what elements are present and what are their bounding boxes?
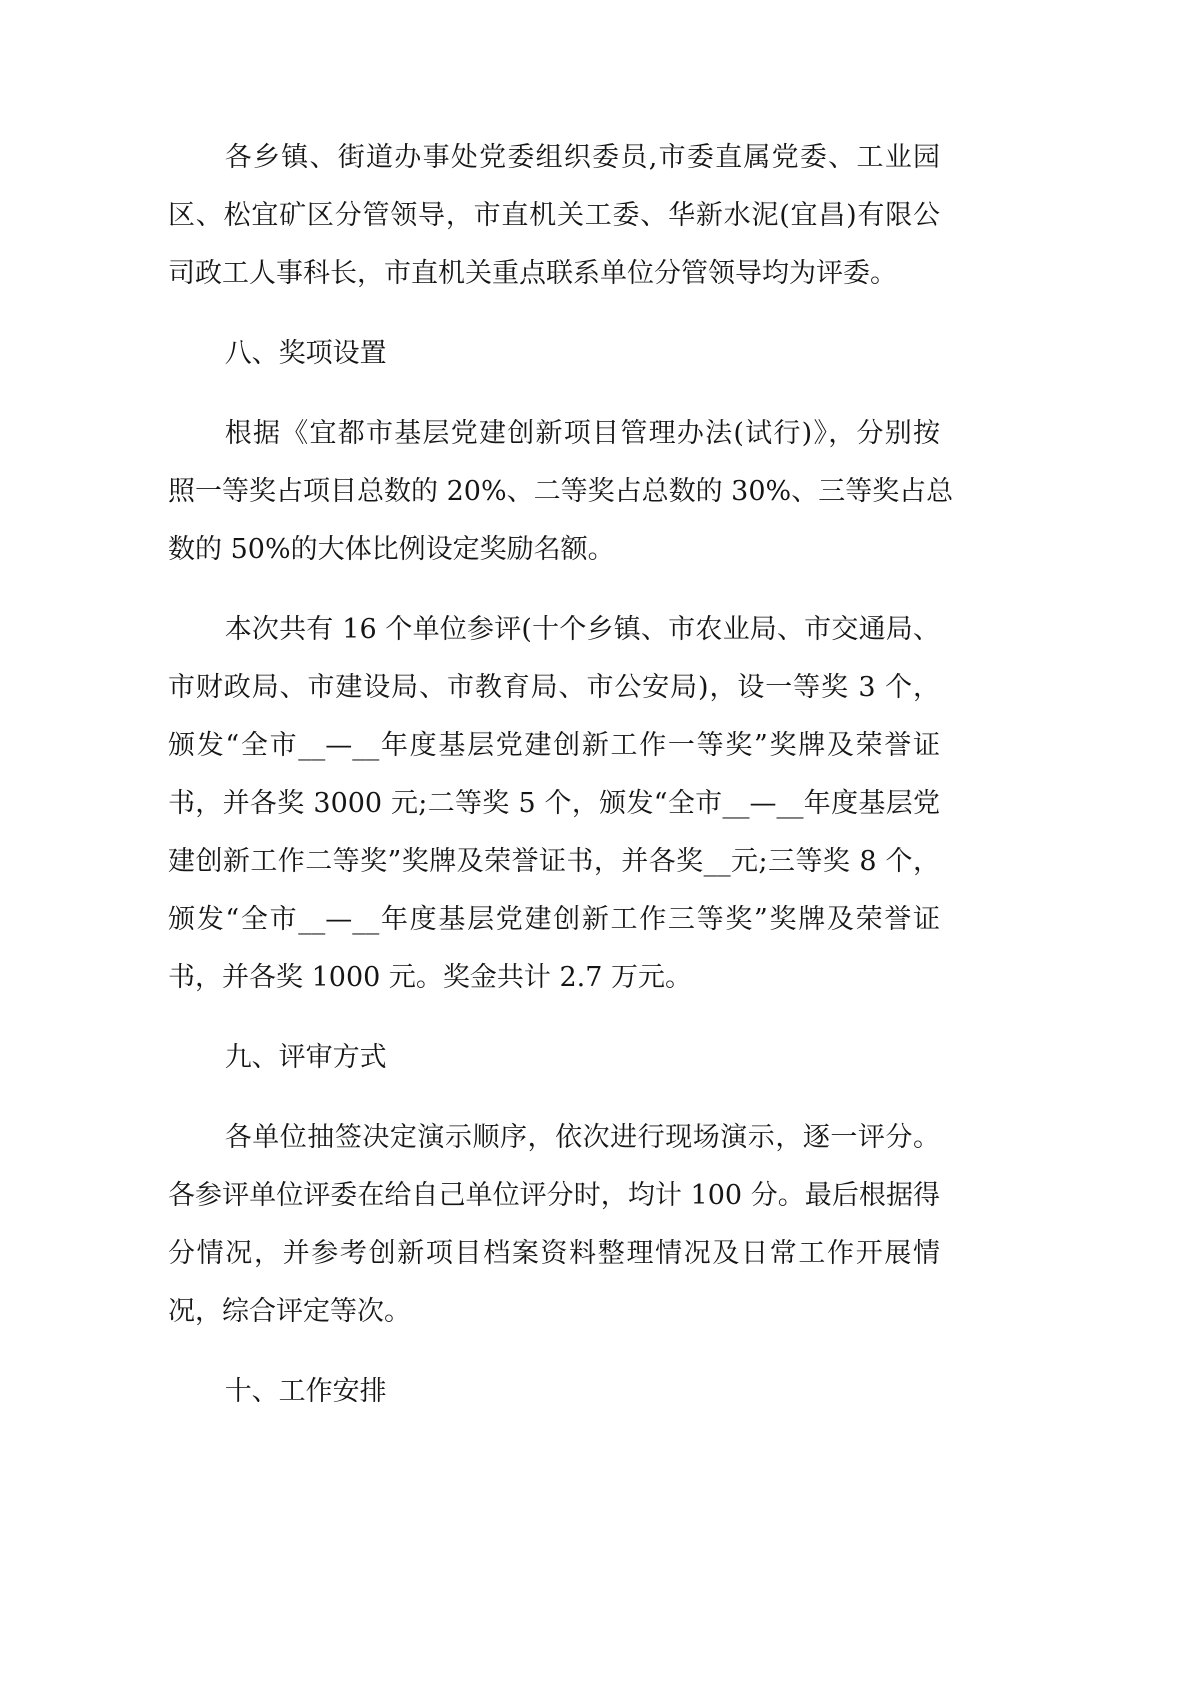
section-heading: 八、奖项设置 (224, 338, 387, 369)
text-line: 区、松宜矿区分管领导，市直机关工委、华新水泥(宜昌)有限公 (168, 200, 940, 231)
text-line: 照一等奖占项目总数的 20%、二等奖占总数的 30%、三等奖占总 (168, 476, 954, 507)
text-line: 颁发“全市__—__年度基层党建创新工作一等奖”奖牌及荣誉证 (168, 730, 940, 761)
section-heading-awards (168, 325, 940, 383)
paragraph-award-details (168, 601, 940, 1007)
text-line: 各参评单位评委在给自己单位评分时，均计 100 分。最后根据得 (168, 1180, 940, 1211)
text-line: 颁发“全市__—__年度基层党建创新工作三等奖”奖牌及荣誉证 (168, 904, 940, 935)
paragraph-review-method (168, 1109, 940, 1341)
paragraph-award-ratio (168, 405, 954, 579)
text-line: 根据《宜都市基层党建创新项目管理办法(试行)》，分别按 (224, 418, 940, 449)
text-line: 分情况，并参考创新项目档案资料整理情况及日常工作开展情 (168, 1238, 940, 1269)
section-heading-work-arrangement (168, 1363, 940, 1421)
text-line: 各单位抽签决定演示顺序，依次进行现场演示，逐一评分。 (224, 1122, 940, 1153)
section-heading-review-method (168, 1029, 940, 1087)
text-line: 司政工人事科长，市直机关重点联系单位分管领导均为评委。 (168, 258, 897, 289)
text-line: 市财政局、市建设局、市教育局、市公安局)，设一等奖 3 个， (168, 672, 940, 703)
document-body (168, 129, 954, 1443)
text-line: 书，并各奖 1000 元。奖金共计 2.7 万元。 (168, 962, 692, 993)
text-line: 各乡镇、街道办事处党委组织委员,市委直属党委、工业园 (224, 142, 940, 173)
text-line: 书，并各奖 3000 元;二等奖 5 个，颁发“全市__—__年度基层党 (168, 788, 940, 819)
text-line: 本次共有 16 个单位参评(十个乡镇、市农业局、市交通局、 (224, 614, 940, 645)
text-line: 况，综合评定等次。 (168, 1296, 411, 1327)
text-line: 建创新工作二等奖”奖牌及荣誉证书，并各奖__元;三等奖 8 个， (168, 846, 940, 877)
section-heading: 十、工作安排 (224, 1376, 387, 1407)
section-heading: 九、评审方式 (224, 1042, 387, 1073)
text-line: 数的 50%的大体比例设定奖励名额。 (168, 534, 615, 565)
paragraph-judges (168, 129, 940, 303)
